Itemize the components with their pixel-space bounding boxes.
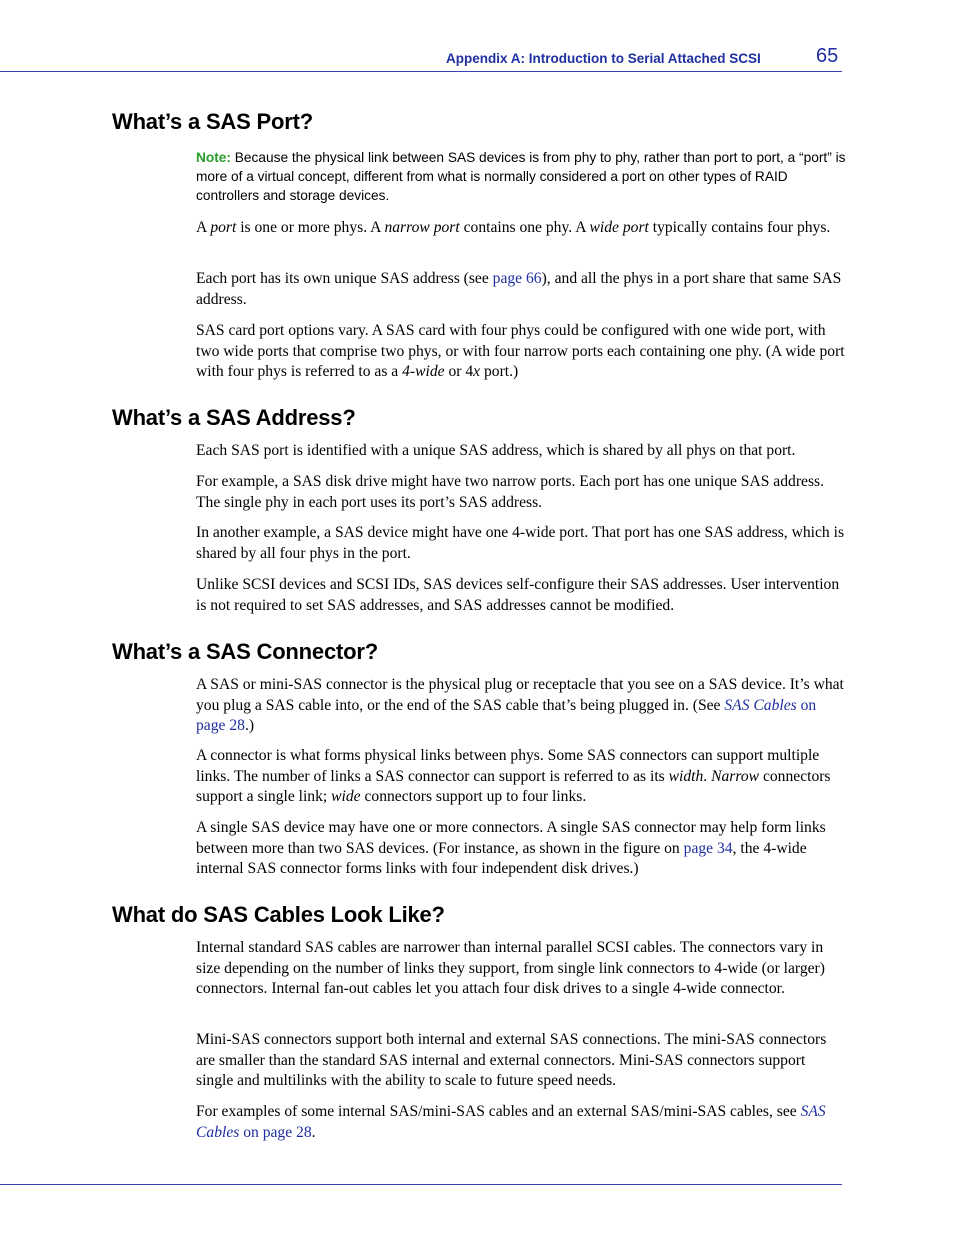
link-page: on page 28: [239, 1123, 312, 1141]
text: For examples of some internal SAS/mini-SAS cables and an external SAS/mini-SAS cables, see: [196, 1103, 801, 1120]
text: A connector is what forms physical links between phys. Some SAS connectors can support multiple links. The number of links a SAS connector can support is referred to as its: [196, 747, 820, 785]
header-rule: [0, 71, 842, 72]
text: ), and all the phys in a port share that same SAS address.: [196, 270, 842, 308]
cables-paragraph-2: Mini-SAS connectors support both internal and external SAS connections. The mini-SAS connectors are smaller than the standard SAS internal and external connectors. Mini-SAS connectors support single and multilinks with the ability to scale to future speed needs.: [196, 1031, 827, 1089]
heading-sas-cables: What do SAS Cables Look Like?: [112, 902, 445, 927]
text: A: [196, 219, 211, 236]
connector-paragraph-2: [196, 746, 846, 808]
term-wide: wide: [331, 788, 361, 805]
link-title: SAS Cables: [196, 1103, 826, 1141]
text: typically contains four phys.: [648, 219, 831, 236]
term-width: width: [668, 767, 704, 785]
port-paragraph-3: [196, 321, 846, 383]
text: A SAS or mini-SAS connector is the physical plug or receptacle that you see on a SAS device. It’s what you plug a SAS cable into, or the end of the SAS cable that’s being plugged in. (See: [196, 676, 844, 714]
address-paragraph-4: Unlike SCSI devices and SCSI IDs, SAS devices self-configure their SAS addresses. User intervention is not required to set SAS addresses, and SAS addresses cannot be modified.: [196, 576, 840, 614]
text: .: [703, 767, 712, 785]
term-narrow: Narrow: [711, 767, 760, 785]
text: or 4: [444, 363, 474, 380]
term-wide-port: wide port: [589, 219, 649, 236]
link-page: on page 28: [196, 696, 817, 734]
cables-paragraph-3: [196, 1102, 846, 1143]
heading-sas-address: What’s a SAS Address?: [112, 405, 356, 430]
text: SAS card port options vary. A SAS card with four phys could be configured with one wide port, with two wide ports that comprise two phys, or with four narrow ports each containing one phy. (A wide port with four phys is referred to as a: [196, 322, 845, 380]
note-block: [196, 148, 846, 205]
term-narrow-port: narrow port: [384, 219, 460, 236]
link-page-66[interactable]: page 66: [492, 270, 542, 287]
term-4-wide: 4-wide: [402, 363, 445, 380]
page-number: 65: [816, 45, 839, 67]
note-text: Because the physical link between SAS devices is from phy to phy, rather than port to port, a “port” is more of a virtual concept, different from what is normally considered a port on other types of RAID controllers and storage devices.: [196, 150, 846, 203]
text: connectors support a single link;: [196, 767, 831, 805]
text: Each port has its own unique SAS address (see: [196, 270, 493, 287]
text: is one or more phys. A: [236, 219, 385, 236]
link-page-34[interactable]: page 34: [683, 839, 733, 857]
term-port: port: [210, 219, 237, 236]
text: .): [244, 717, 255, 734]
connector-paragraph-1: [196, 675, 846, 737]
note-label: Note:: [196, 150, 231, 165]
port-paragraph-2: [196, 269, 846, 310]
cables-paragraph-1: Internal standard SAS cables are narrower than internal parallel SCSI cables. The connectors vary in size depending on the number of links they support, from single link connectors to 4-wide (or larger) connectors. Internal fan-out cables let you attach four disk drives to a single 4-wide connector.: [196, 939, 825, 997]
text: , the 4-wide internal SAS connector forms links with four independent disk drives.): [196, 839, 807, 877]
address-paragraph-3: In another example, a SAS device might have one 4-wide port. That port has one SAS address, which is shared by all four phys in the port.: [196, 524, 845, 562]
link-title: SAS Cables: [724, 696, 797, 714]
port-paragraph-1: [196, 218, 846, 239]
address-paragraph-1: Each SAS port is identified with a unique SAS address, which is shared by all phys on that port.: [196, 442, 796, 459]
text: contains one phy. A: [459, 219, 590, 236]
text: connectors support up to four links.: [360, 788, 587, 805]
footer-rule: [0, 1184, 842, 1185]
heading-sas-connector: What’s a SAS Connector?: [112, 639, 378, 664]
heading-sas-port: What’s a SAS Port?: [112, 109, 313, 134]
text: A single SAS device may have one or more connectors. A single SAS connector may help form links between more than two SAS devices. (For instance, as shown in the figure on: [196, 819, 826, 857]
address-paragraph-2: For example, a SAS disk drive might have two narrow ports. Each port has one unique SAS address. The single phy in each port uses its port’s SAS address.: [196, 473, 824, 511]
text: .: [311, 1123, 316, 1141]
chapter-title: Appendix A: Introduction to Serial Attached SCSI: [446, 51, 761, 66]
term-x: x: [473, 363, 481, 380]
text: port.): [480, 363, 519, 380]
connector-paragraph-3: [196, 818, 846, 880]
